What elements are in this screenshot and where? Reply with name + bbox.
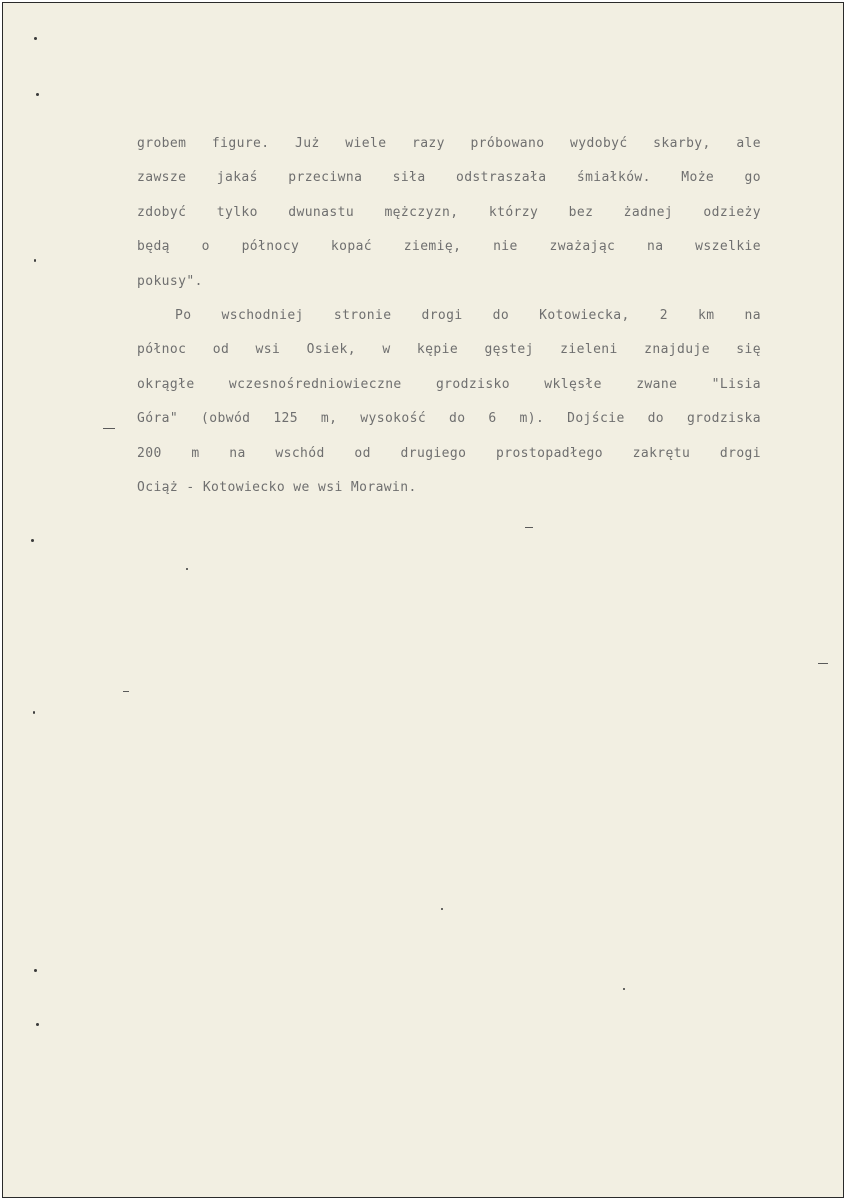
- scan-mark: [525, 527, 533, 528]
- scan-speck: [36, 1023, 39, 1026]
- scan-speck: [36, 93, 39, 96]
- typewritten-text: [137, 134, 761, 512]
- text-line-2: zawsze jakaś przeciwna siła odstraszała śmiałków. Może go: [137, 170, 761, 186]
- text-line-8: okrągłe wczesnośredniowieczne grodzisko wklęsłe zwane "Lisia: [137, 376, 761, 392]
- scan-speck: [31, 539, 34, 542]
- scan-mark: [103, 428, 115, 429]
- text-line-9: Góra" (obwód 125 m, wysokość do 6 m). Dojście do grodziska: [137, 411, 761, 427]
- text-line-10: 200 m na wschód od drugiego prostopadłego zakrętu drogi: [137, 445, 761, 461]
- text-line-1: grobem figure. Już wiele razy próbowano wydobyć skarby, ale: [137, 136, 761, 151]
- scan-speck: [186, 568, 188, 570]
- scan-speck: [441, 908, 443, 910]
- text-line-5: pokusy".: [137, 273, 203, 289]
- scan-speck: [34, 37, 37, 40]
- scan-speck: [34, 259, 36, 262]
- text-line-6: Po wschodniej stronie drogi do Kotowiecka, 2 km na: [175, 307, 761, 323]
- scan-speck: [33, 711, 35, 714]
- scan-speck: [34, 969, 37, 972]
- text-line-3: zdobyć tylko dwunastu mężczyzn, którzy bez żadnej odzieży: [137, 204, 761, 220]
- text-line-7: północ od wsi Osiek, w kępie gęstej zieleni znajduje się: [137, 342, 761, 358]
- text-line-4: będą o północy kopać ziemię, nie zważając na wszelkie: [137, 239, 761, 255]
- text-line-11: Ociąż - Kotowiecko we wsi Morawin.: [137, 479, 417, 495]
- scan-mark: [818, 663, 828, 664]
- scan-mark: [123, 691, 129, 692]
- scan-speck: [623, 988, 625, 990]
- paper-sheet: [2, 2, 844, 1198]
